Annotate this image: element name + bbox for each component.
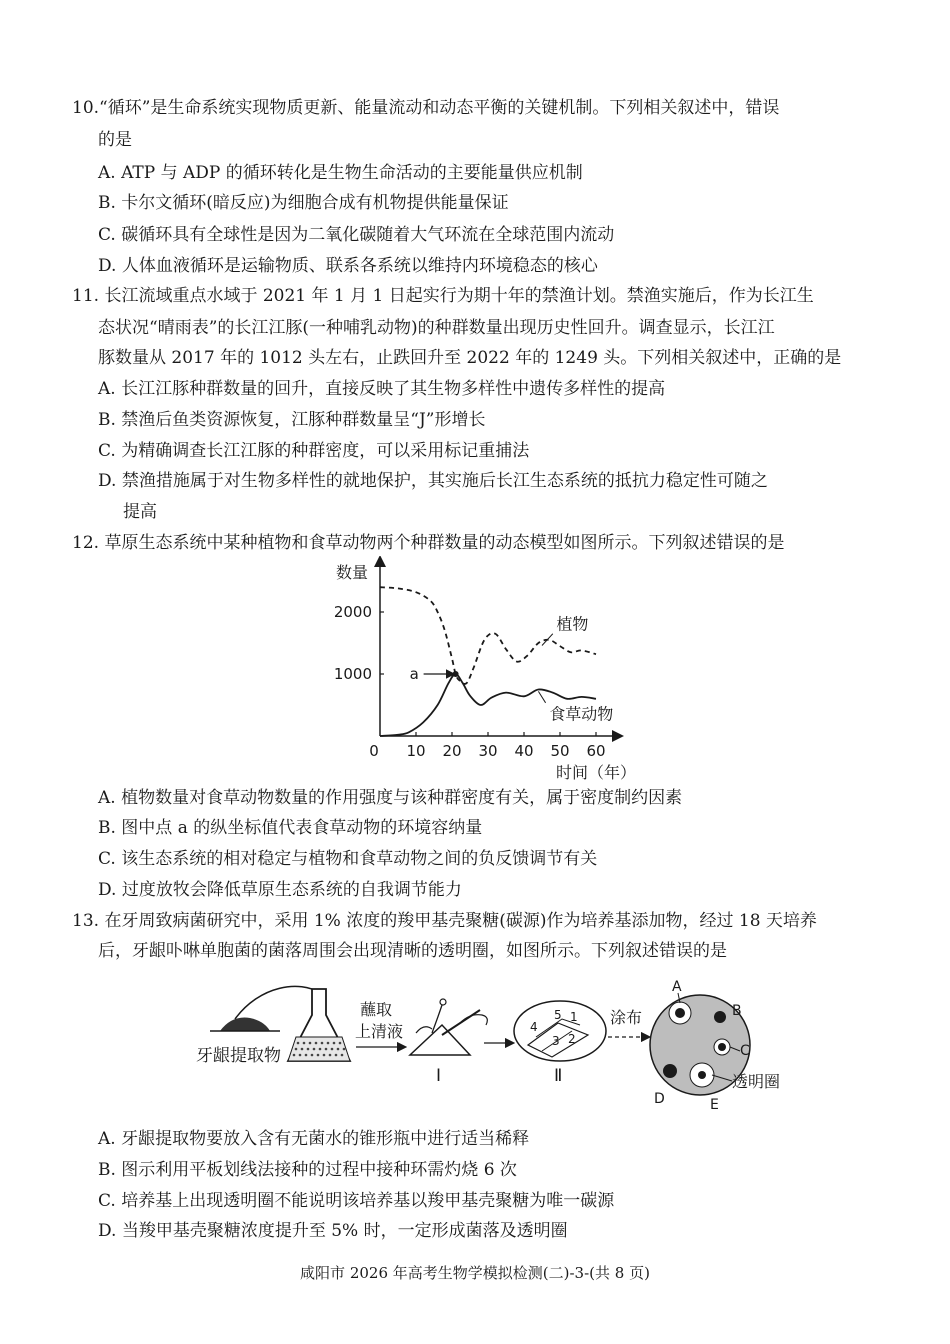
colony-a-label: A xyxy=(672,979,682,995)
x-axis-label: 时间（年） xyxy=(556,763,637,781)
spread-label: 涂布 xyxy=(610,1008,643,1027)
q13-option-d: D. 当羧甲基壳聚糖浓度提升至 5% 时，一定形成菌落及透明圈 xyxy=(98,1221,568,1241)
q12-option-b: B. 图中点 a 的纵坐标值代表食草动物的环境容纳量 xyxy=(98,818,483,838)
x-tick-label: 60 xyxy=(586,742,606,760)
q11-option-d-line1: D. 禁渔措施属于对生物多样性的就地保护，其实施后长江生态系统的抵抗力稳定性可随之 xyxy=(98,471,768,491)
q11-option-c: C. 为精确调查长江江豚的种群密度，可以采用标记重捕法 xyxy=(98,441,530,461)
zone-5: 5 xyxy=(554,1008,562,1022)
q13-option-b: B. 图示利用平板划线法接种的过程中接种环需灼烧 6 次 xyxy=(98,1160,517,1180)
q13-stem-line1: 13. 在牙周致病菌研究中，采用 1% 浓度的羧甲基壳聚糖(碳源)作为培养基添加物，经过 18 天培养 xyxy=(72,911,817,931)
q12-stem: 12. 草原生态系统中某种植物和食草动物两个种群数量的动态模型如图所示。下列叙述错误的是 xyxy=(72,533,785,553)
population-dynamics-chart xyxy=(320,556,640,781)
zone-2: 2 xyxy=(568,1032,576,1046)
legend-plant-leader xyxy=(542,634,553,646)
q12-option-d: D. 过度放牧会降低草原生态系统的自我调节能力 xyxy=(98,880,462,900)
q10-option-b: B. 卡尔文循环(暗反应)为细胞合成有机物提供能量保证 xyxy=(98,193,509,213)
x-tick-label: 20 xyxy=(442,742,462,760)
culture-procedure-diagram xyxy=(180,975,810,1115)
q12-option-a: A. 植物数量对食草动物数量的作用强度与该种群密度有关，属于密度制约因素 xyxy=(98,788,683,808)
zone-1: 1 xyxy=(570,1010,578,1024)
q10-option-c: C. 碳循环具有全球性是因为二氧化碳随着大气环流在全球范围内流动 xyxy=(98,225,615,245)
legend-herbivore-leader xyxy=(538,691,545,702)
step-label-line2: 上清液 xyxy=(355,1022,404,1041)
legend-plant: 植物 xyxy=(556,614,589,634)
y-axis-label: 数量 xyxy=(336,563,369,582)
q13-option-c: C. 培养基上出现透明圈不能说明该培养基以羧甲基壳聚糖为唯一碳源 xyxy=(98,1191,615,1211)
colony-d-label: D xyxy=(654,1091,665,1107)
q10-stem-line1: 10.“循环”是生命系统实现物质更新、能量流动和动态平衡的关键机制。下列相关叙述中，错误 xyxy=(72,98,780,118)
q10-option-a: A. ATP 与 ADP 的循环转化是生物生命活动的主要能量供应机制 xyxy=(98,163,583,183)
q11-option-d-line2: 提高 xyxy=(123,502,157,522)
inoculation-plate-1 xyxy=(410,999,487,1055)
q12-option-c: C. 该生态系统的相对稳定与植物和食草动物之间的负反馈调节有关 xyxy=(98,849,598,869)
point-a-marker xyxy=(453,671,459,677)
conical-flask xyxy=(288,989,350,1061)
legend-herbivore: 食草动物 xyxy=(549,704,614,724)
colony-b xyxy=(714,1011,726,1023)
x-tick-label: 40 xyxy=(514,742,534,760)
streak-plate-2 xyxy=(514,1001,606,1061)
zone-3: 3 xyxy=(552,1034,560,1048)
colony-e-label: E xyxy=(710,1097,719,1113)
step-label-line1: 蘸取 xyxy=(360,1000,393,1019)
y-tick-label: 2000 xyxy=(333,603,372,621)
q13-stem-line2: 后，牙龈卟啉单胞菌的菌落周围会出现清晰的透明圈，如图所示。下列叙述错误的是 xyxy=(98,941,727,961)
point-a-label: a xyxy=(409,665,419,683)
gum-extract-mound xyxy=(220,1018,270,1031)
q11-stem-line1: 11. 长江流域重点水域于 2021 年 1 月 1 日起实行为期十年的禁渔计划。禁渔实施后，作为长江生 xyxy=(72,286,814,306)
y-tick-label: 1000 xyxy=(333,665,372,683)
x-tick-label: 0 xyxy=(369,742,379,760)
plate-2-label: Ⅱ xyxy=(554,1066,563,1086)
zone-4: 4 xyxy=(530,1020,538,1034)
q10-option-d: D. 人体血液循环是运输物质、联系各系统以维持内环境稳态的核心 xyxy=(98,256,598,276)
halo-label: 透明圈 xyxy=(732,1072,781,1091)
x-tick-label: 30 xyxy=(478,742,498,760)
plate-1-label: Ⅰ xyxy=(436,1066,442,1086)
x-tick-label: 10 xyxy=(406,742,426,760)
q11-option-b: B. 禁渔后鱼类资源恢复，江豚种群数量呈“J”形增长 xyxy=(98,410,486,430)
q11-stem-line2: 态状况“晴雨表”的长江江豚(一种哺乳动物)的种群数量出现历史性回升。调查显示，长江江 xyxy=(98,318,775,338)
extract-label: 牙龈提取物 xyxy=(196,1046,281,1066)
colony-c-label: C xyxy=(740,1043,750,1059)
x-tick-label: 50 xyxy=(550,742,570,760)
q10-stem-line2: 的是 xyxy=(98,130,132,150)
q11-stem-line3: 豚数量从 2017 年的 1012 头左右，止跌回升至 2022 年的 1249 头。下列相关叙述中，正确的是 xyxy=(98,348,842,368)
colony-d xyxy=(663,1064,677,1078)
colony-b-label: B xyxy=(732,1003,742,1019)
q11-option-a: A. 长江江豚种群数量的回升，直接反映了其生物多样性中遗传多样性的提高 xyxy=(98,379,666,399)
q13-option-a: A. 牙龈提取物要放入含有无菌水的锥形瓶中进行适当稀释 xyxy=(98,1129,530,1149)
page-footer: 咸阳市 2026 年高考生物学模拟检测(二)-3-(共 8 页) xyxy=(300,1264,650,1282)
